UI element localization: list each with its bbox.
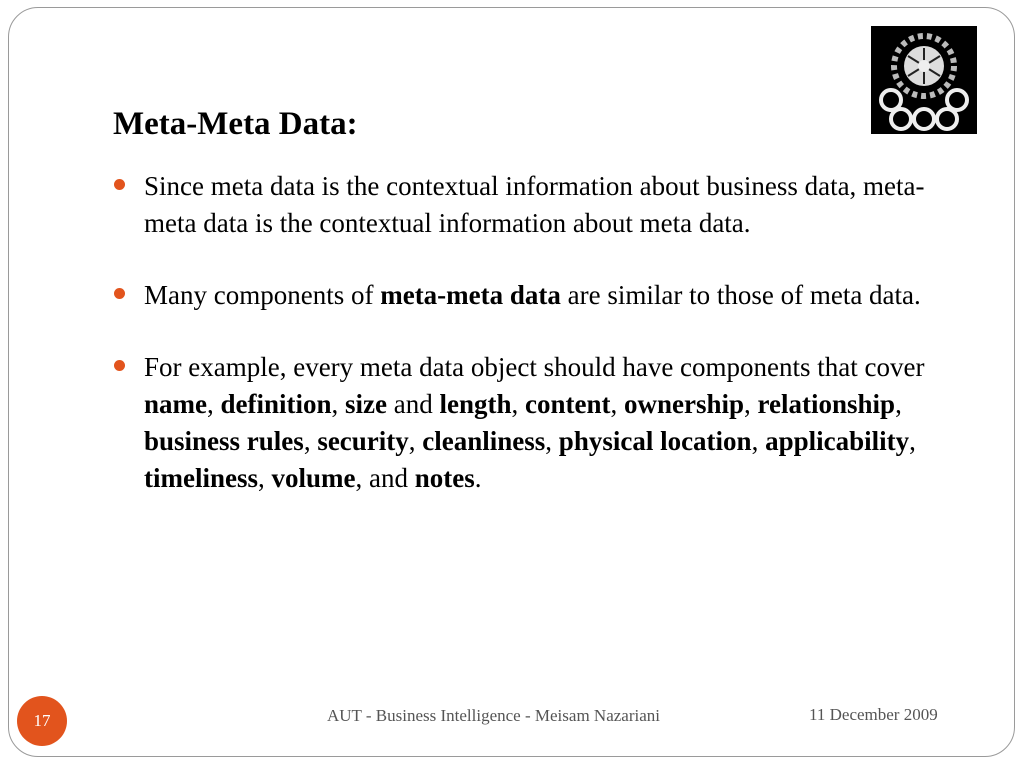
bullet-dot-icon (114, 179, 125, 190)
bullet-text: , (303, 426, 318, 456)
bullet-bold-text: ownership (624, 389, 745, 419)
bullet-bold-text: security (317, 426, 409, 456)
bullet-bold-text: business rules (144, 426, 304, 456)
bullet-bold-text: applicability (765, 426, 910, 456)
bullet-text: , (909, 426, 916, 456)
bullet-text: , (751, 426, 766, 456)
bullet-bold-text: content (525, 389, 611, 419)
footer-presentation-info: AUT - Business Intelligence - Meisam Nazariani (327, 706, 660, 725)
bullet-item (112, 277, 962, 314)
bullet-bold-text: volume (271, 463, 356, 493)
slide-title: Meta-Meta Data: (113, 106, 358, 142)
bullet-text: , (331, 389, 346, 419)
bullet-bold-text: definition (220, 389, 332, 419)
bullet-text: , (408, 426, 423, 456)
bullet-text: are similar to those of meta data. (560, 280, 921, 310)
bullet-bold-text: notes (414, 463, 475, 493)
footer-date: 11 December 2009 (809, 705, 938, 724)
bullet-dot-icon (114, 288, 125, 299)
bullet-item (112, 349, 962, 497)
page-number-badge: 17 (17, 696, 67, 746)
bullet-bold-text: cleanliness (422, 426, 546, 456)
bullet-bold-text: meta-meta data (380, 280, 561, 310)
bullet-text: , (545, 426, 559, 456)
bullet-bold-text: length (439, 389, 512, 419)
bullet-text: , and (355, 463, 415, 493)
bullet-text: , (207, 389, 221, 419)
bullet-text: , (511, 389, 526, 419)
bullet-text: For example, every meta data object should have components that cover (144, 352, 925, 382)
university-emblem-icon (871, 26, 977, 134)
bullet-bold-text: timeliness (144, 463, 258, 493)
bullet-text: Many components of (144, 280, 381, 310)
bullet-text: . (474, 463, 482, 493)
bullet-list (112, 168, 962, 497)
bullet-dot-icon (114, 360, 125, 371)
bullet-text: , (744, 389, 758, 419)
bullet-text: , (258, 463, 272, 493)
bullet-item (112, 168, 962, 242)
bullet-bold-text: physical location (558, 426, 752, 456)
bullet-bold-text: size (345, 389, 388, 419)
bullet-bold-text: name (144, 389, 207, 419)
bullet-bold-text: relationship (757, 389, 896, 419)
bullet-text: Since meta data is the contextual information about business data, meta-meta data is the contextual information about meta data. (144, 171, 925, 238)
bullet-text: and (387, 389, 440, 419)
bullet-text: , (895, 389, 902, 419)
bullet-text: , (610, 389, 624, 419)
